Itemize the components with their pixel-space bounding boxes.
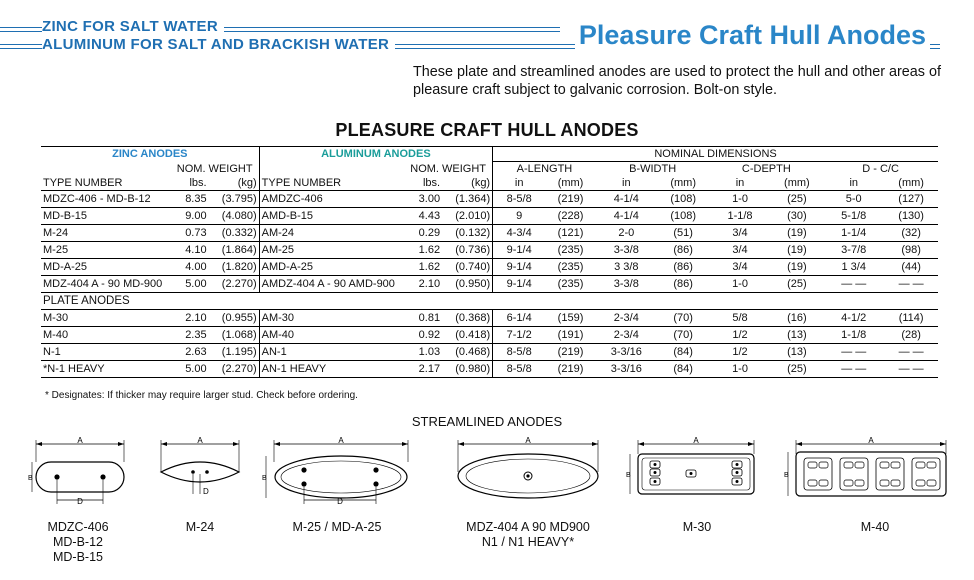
dim-a-label: A (77, 436, 83, 445)
table-cell: — — (823, 361, 884, 378)
dim-a-label: A (525, 436, 531, 445)
table-cell: 2.10 (404, 276, 442, 293)
table-cell: (1.068) (209, 327, 260, 344)
table-cell: M-25 (41, 242, 171, 259)
table-cell: (1.364) (442, 191, 493, 208)
table-cell: *N-1 HEAVY (41, 361, 171, 378)
caption-m-40 (800, 520, 950, 535)
table-cell: (86) (657, 276, 710, 293)
table-cell: 4-3/4 (493, 225, 546, 242)
table-cell: (219) (545, 361, 596, 378)
table-cell: 4.10 (171, 242, 209, 259)
table-cell: (4.080) (209, 208, 260, 225)
caption-line: MDZC-406 (47, 520, 109, 534)
table-row (41, 208, 938, 225)
table-cell: AN-1 HEAVY (259, 361, 404, 378)
table-cell: (32) (884, 225, 938, 242)
table-row (41, 344, 938, 361)
dim-a-label: A (868, 436, 874, 445)
table-cell: 8.35 (171, 191, 209, 208)
plate-rows (41, 310, 938, 378)
table-cell: (2.270) (209, 276, 260, 293)
alu-kg-header: (kg) (442, 176, 493, 191)
alu-type-header: TYPE NUMBER (259, 176, 404, 191)
dim-d-label: D (337, 497, 343, 506)
table-cell: (30) (771, 208, 824, 225)
anode-spec-table (41, 146, 938, 378)
table-cell: (228) (545, 208, 596, 225)
table-cell: (1.864) (209, 242, 260, 259)
table-cell: (114) (884, 310, 938, 327)
caption-m-25 (262, 520, 412, 535)
table-cell: 1-0 (709, 276, 770, 293)
alu-lbs-header: lbs. (404, 176, 442, 191)
table-cell: 5/8 (709, 310, 770, 327)
table-cell: (0.950) (442, 276, 493, 293)
table-cell: (28) (884, 327, 938, 344)
a-length-header: A-LENGTH (493, 162, 596, 177)
table-cell: (1.195) (209, 344, 260, 361)
a-mm-header: (mm) (545, 176, 596, 191)
table-cell: M-24 (41, 225, 171, 242)
diagram-m-30 (622, 432, 762, 512)
table-cell: MDZC-406 - MD-B-12 (41, 191, 171, 208)
table-cell: 1.03 (404, 344, 442, 361)
table-cell: (25) (771, 361, 824, 378)
table-cell: (0.332) (209, 225, 260, 242)
table-cell: (0.740) (442, 259, 493, 276)
table-cell: 1-1/4 (823, 225, 884, 242)
table-cell: — — (823, 344, 884, 361)
zinc-type-header: TYPE NUMBER (41, 176, 171, 191)
caption-line: MDZ-404 A 90 MD900 (466, 520, 590, 534)
table-cell: (13) (771, 344, 824, 361)
table-cell: 2.10 (171, 310, 209, 327)
diagram-m-25 (262, 432, 412, 512)
caption-line: MD-B-12 (52, 535, 103, 549)
table-cell: 2.35 (171, 327, 209, 344)
diagram-mdz-404 (448, 432, 608, 512)
d-cc-header: D - C/C (862, 163, 899, 175)
table-cell: (2.010) (442, 208, 493, 225)
table-cell: 4.43 (404, 208, 442, 225)
table-cell: 4-1/4 (596, 191, 657, 208)
table-cell: (0.736) (442, 242, 493, 259)
d-in-header: in (823, 176, 884, 191)
table-cell: MD-A-25 (41, 259, 171, 276)
c-in-header: in (709, 176, 770, 191)
table-cell: (25) (771, 191, 824, 208)
caption-m-24 (155, 520, 245, 535)
header-aluminum-label: ALUMINUM FOR SALT AND BRACKISH WATER (42, 36, 395, 53)
table-cell: 6-1/4 (493, 310, 546, 327)
table-cell: 3-3/16 (596, 344, 657, 361)
caption-line: M-24 (185, 520, 215, 534)
caption-line: M-25 / MD-A-25 (292, 520, 382, 534)
table-cell: (51) (657, 225, 710, 242)
zinc-anodes-header: ZINC ANODES (41, 147, 259, 162)
table-cell: (235) (545, 242, 596, 259)
caption-line: N1 / N1 HEAVY* (481, 535, 575, 549)
table-row (41, 191, 938, 208)
table-row (41, 361, 938, 378)
table-cell: 9-1/4 (493, 242, 546, 259)
table-row (41, 327, 938, 344)
table-cell: 1.62 (404, 242, 442, 259)
table-cell: — — (884, 276, 938, 293)
diagram-m-24 (155, 432, 245, 512)
intro-text: These plate and streamlined anodes are used to protect the hull and other areas of pleasure craft subject to galvanic corrosion. Bolt-on style. (413, 64, 941, 98)
table-row (41, 310, 938, 327)
table-row (41, 225, 938, 242)
table-cell: (0.418) (442, 327, 493, 344)
zinc-kg-header: (kg) (209, 176, 260, 191)
table-cell: (0.368) (442, 310, 493, 327)
table-cell: (19) (771, 242, 824, 259)
table-cell: 9-1/4 (493, 276, 546, 293)
table-cell: 1.62 (404, 259, 442, 276)
table-cell: AMDZC-406 (259, 191, 404, 208)
table-cell: 8-5/8 (493, 361, 546, 378)
table-cell: 2.63 (171, 344, 209, 361)
table-cell: (19) (771, 259, 824, 276)
table-cell: 1-0 (709, 361, 770, 378)
table-cell: 0.29 (404, 225, 442, 242)
c-depth-header: C-DEPTH (741, 163, 791, 175)
table-cell: 3-3/8 (596, 242, 657, 259)
table-cell: (0.132) (442, 225, 493, 242)
footnote: * Designates: If thicker may require larger stud. Check before ordering. (45, 390, 358, 401)
dim-b-label: B (626, 472, 631, 479)
table-cell: (159) (545, 310, 596, 327)
table-cell: 9-1/4 (493, 259, 546, 276)
table-cell: (108) (657, 191, 710, 208)
table-cell: AM-30 (259, 310, 404, 327)
table-cell: (70) (657, 327, 710, 344)
table-cell: 0.81 (404, 310, 442, 327)
table-cell: 4-1/4 (596, 208, 657, 225)
table-cell: AM-24 (259, 225, 404, 242)
caption-m-30 (622, 520, 772, 535)
plate-anodes-heading: PLATE ANODES (41, 293, 938, 310)
table-cell: (130) (884, 208, 938, 225)
table-cell: (0.468) (442, 344, 493, 361)
table-cell: 3/4 (709, 225, 770, 242)
table-cell: AMDZ-404 A - 90 AMD-900 (259, 276, 404, 293)
table-cell: 7-1/2 (493, 327, 546, 344)
table-cell: 8-5/8 (493, 344, 546, 361)
table-cell: (0.955) (209, 310, 260, 327)
table-cell: (3.795) (209, 191, 260, 208)
table-cell: (0.980) (442, 361, 493, 378)
table-cell: 2.17 (404, 361, 442, 378)
table-cell: (2.270) (209, 361, 260, 378)
table-cell: — — (884, 361, 938, 378)
table-cell: (121) (545, 225, 596, 242)
table-cell: 4.00 (171, 259, 209, 276)
table-cell: 1/2 (709, 327, 770, 344)
table-cell: 1 3/4 (823, 259, 884, 276)
dim-b-label: B (262, 475, 267, 482)
table-row (41, 259, 938, 276)
table-cell: 1-0 (709, 191, 770, 208)
table-cell: 2-3/4 (596, 327, 657, 344)
table-cell: (219) (545, 344, 596, 361)
nominal-dimensions-header: NOMINAL DIMENSIONS (493, 147, 938, 162)
table-cell: (235) (545, 259, 596, 276)
streamlined-title: STREAMLINED ANODES (411, 414, 563, 429)
b-in-header: in (596, 176, 657, 191)
dim-d-label: D (203, 487, 209, 496)
table-cell: (1.820) (209, 259, 260, 276)
a-in-header: in (493, 176, 546, 191)
table-cell: 3/4 (709, 259, 770, 276)
table-cell: (86) (657, 259, 710, 276)
dim-b-label: B (784, 472, 789, 479)
table-cell: 3 3/8 (596, 259, 657, 276)
table-cell: 3/4 (709, 242, 770, 259)
table-title: PLEASURE CRAFT HULL ANODES (335, 120, 639, 140)
table-cell: (84) (657, 344, 710, 361)
table-cell: (25) (771, 276, 824, 293)
table-cell: AM-25 (259, 242, 404, 259)
dim-a-label: A (197, 436, 203, 445)
table-cell: 3-7/8 (823, 242, 884, 259)
table-cell: (86) (657, 242, 710, 259)
table-cell: 5-0 (823, 191, 884, 208)
dim-a-label: A (693, 436, 699, 445)
table-cell: 0.73 (171, 225, 209, 242)
caption-mdz-404 (438, 520, 618, 550)
table-cell: (127) (884, 191, 938, 208)
table-row (41, 276, 938, 293)
table-cell: 8-5/8 (493, 191, 546, 208)
table-cell: 2-0 (596, 225, 657, 242)
b-width-header: B-WIDTH (629, 163, 677, 175)
header-zinc-label: ZINC FOR SALT WATER (42, 18, 224, 35)
c-mm-header: (mm) (771, 176, 824, 191)
table-cell: (191) (545, 327, 596, 344)
table-cell: (70) (657, 310, 710, 327)
table-cell: — — (884, 344, 938, 361)
zinc-lbs-header: lbs. (171, 176, 209, 191)
table-cell: M-30 (41, 310, 171, 327)
b-mm-header: (mm) (657, 176, 710, 191)
table-cell: 3-3/8 (596, 276, 657, 293)
table-cell: (13) (771, 327, 824, 344)
streamlined-rows (41, 191, 938, 293)
aluminum-anodes-header: ALUMINUM ANODES (259, 147, 492, 162)
table-cell: (108) (657, 208, 710, 225)
table-cell: 3.00 (404, 191, 442, 208)
table-cell: AMD-B-15 (259, 208, 404, 225)
table-cell: — — (823, 276, 884, 293)
table-cell: N-1 (41, 344, 171, 361)
table-cell: 4-1/2 (823, 310, 884, 327)
table-cell: (19) (771, 225, 824, 242)
caption-line: M-40 (860, 520, 890, 534)
table-cell: 2-3/4 (596, 310, 657, 327)
diagram-mdzc-406 (30, 432, 130, 512)
dim-b-label: B (28, 475, 33, 482)
dim-a-label: A (338, 436, 344, 445)
table-cell: (235) (545, 276, 596, 293)
page-title: Pleasure Craft Hull Anodes (575, 20, 930, 51)
table-cell: 5.00 (171, 361, 209, 378)
table-cell: (219) (545, 191, 596, 208)
table-cell: MD-B-15 (41, 208, 171, 225)
table-cell: (98) (884, 242, 938, 259)
diagram-m-40 (784, 432, 954, 512)
alu-weight-header: NOM. WEIGHT (410, 162, 487, 175)
table-cell: 0.92 (404, 327, 442, 344)
table-cell: AN-1 (259, 344, 404, 361)
dim-d-label: D (77, 497, 83, 506)
table-cell: 1/2 (709, 344, 770, 361)
table-cell: 3-3/16 (596, 361, 657, 378)
table-cell: 5.00 (171, 276, 209, 293)
caption-line: M-30 (682, 520, 712, 534)
table-cell: MDZ-404 A - 90 MD-900 (41, 276, 171, 293)
zinc-weight-header: NOM. WEIGHT (176, 162, 253, 175)
table-cell: 9.00 (171, 208, 209, 225)
table-cell: (44) (884, 259, 938, 276)
table-cell: 9 (493, 208, 546, 225)
table-cell: AMD-A-25 (259, 259, 404, 276)
table-cell: AM-40 (259, 327, 404, 344)
table-cell: 1-1/8 (709, 208, 770, 225)
table-cell: (16) (771, 310, 824, 327)
table-cell: 1-1/8 (823, 327, 884, 344)
d-mm-header: (mm) (884, 176, 938, 191)
caption-line: MD-B-15 (52, 550, 103, 564)
table-cell: (84) (657, 361, 710, 378)
table-cell: M-40 (41, 327, 171, 344)
caption-mdzc-406 (28, 520, 128, 565)
table-row (41, 242, 938, 259)
table-cell: 5-1/8 (823, 208, 884, 225)
